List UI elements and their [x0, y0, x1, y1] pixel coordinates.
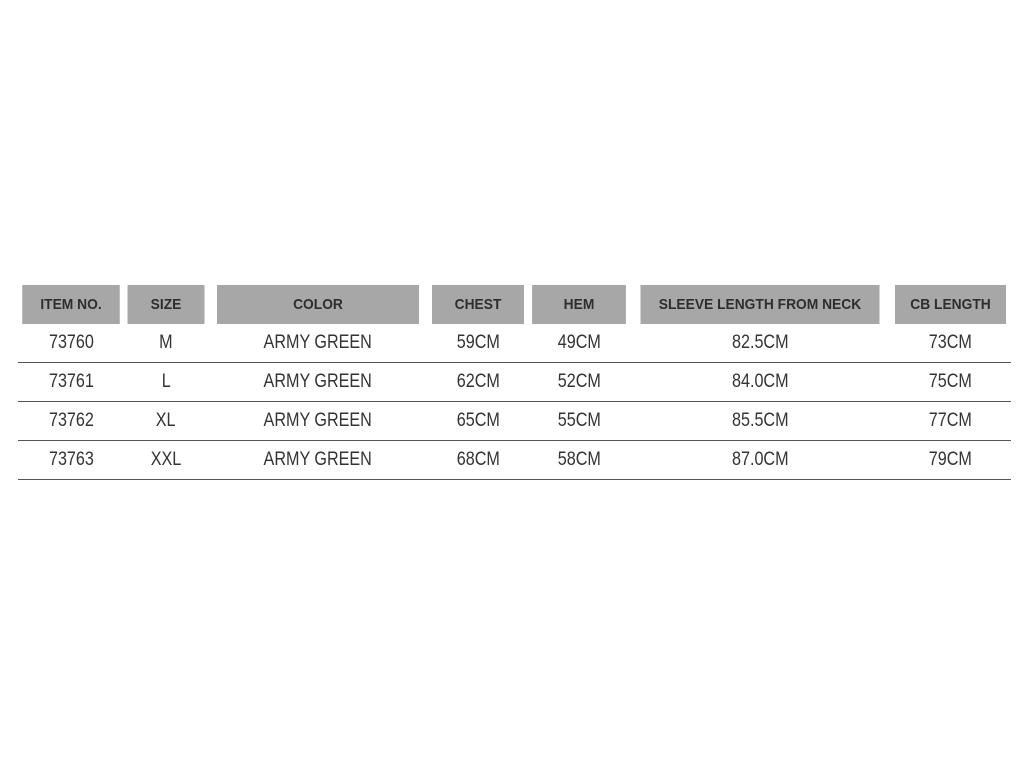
cell-cb-length: 79CM: [890, 441, 1011, 480]
cell-size: XL: [124, 402, 208, 441]
cell-hem: 55CM: [528, 402, 630, 441]
cell-chest: 65CM: [428, 402, 528, 441]
cell-hem: 52CM: [528, 363, 630, 402]
header-chest: CHEST: [432, 285, 524, 324]
cell-size: XXL: [124, 441, 208, 480]
cell-chest: 62CM: [428, 363, 528, 402]
cell-sleeve-length: 82.5CM: [630, 324, 890, 363]
cell-item-no: 73762: [18, 402, 124, 441]
header-row: [18, 285, 1011, 324]
table-row: [18, 363, 1011, 402]
cell-cb-length: 75CM: [890, 363, 1011, 402]
cell-sleeve-length: 85.5CM: [630, 402, 890, 441]
cell-sleeve-length: 84.0CM: [630, 363, 890, 402]
cell-sleeve-length: 87.0CM: [630, 441, 890, 480]
cell-hem: 58CM: [528, 441, 630, 480]
cell-color: ARMY GREEN: [208, 402, 428, 441]
header-color: COLOR: [217, 285, 419, 324]
cell-color: ARMY GREEN: [208, 363, 428, 402]
size-chart-table: [18, 285, 1011, 480]
table-row: [18, 441, 1011, 480]
cell-color: ARMY GREEN: [208, 324, 428, 363]
header-size: SIZE: [127, 285, 204, 324]
header-item-no: ITEM NO.: [22, 285, 120, 324]
header-sleeve-length: SLEEVE LENGTH FROM NECK: [640, 285, 879, 324]
cell-item-no: 73760: [18, 324, 124, 363]
header-hem: HEM: [532, 285, 626, 324]
cell-item-no: 73763: [18, 441, 124, 480]
cell-hem: 49CM: [528, 324, 630, 363]
cell-cb-length: 73CM: [890, 324, 1011, 363]
table-header: [18, 285, 1011, 324]
cell-chest: 68CM: [428, 441, 528, 480]
cell-color: ARMY GREEN: [208, 441, 428, 480]
header-cb-length: CB LENGTH: [895, 285, 1006, 324]
cell-chest: 59CM: [428, 324, 528, 363]
cell-item-no: 73761: [18, 363, 124, 402]
table-body: [18, 324, 1011, 480]
cell-cb-length: 77CM: [890, 402, 1011, 441]
cell-size: L: [124, 363, 208, 402]
table-row: [18, 402, 1011, 441]
table-row: [18, 324, 1011, 363]
cell-size: M: [124, 324, 208, 363]
